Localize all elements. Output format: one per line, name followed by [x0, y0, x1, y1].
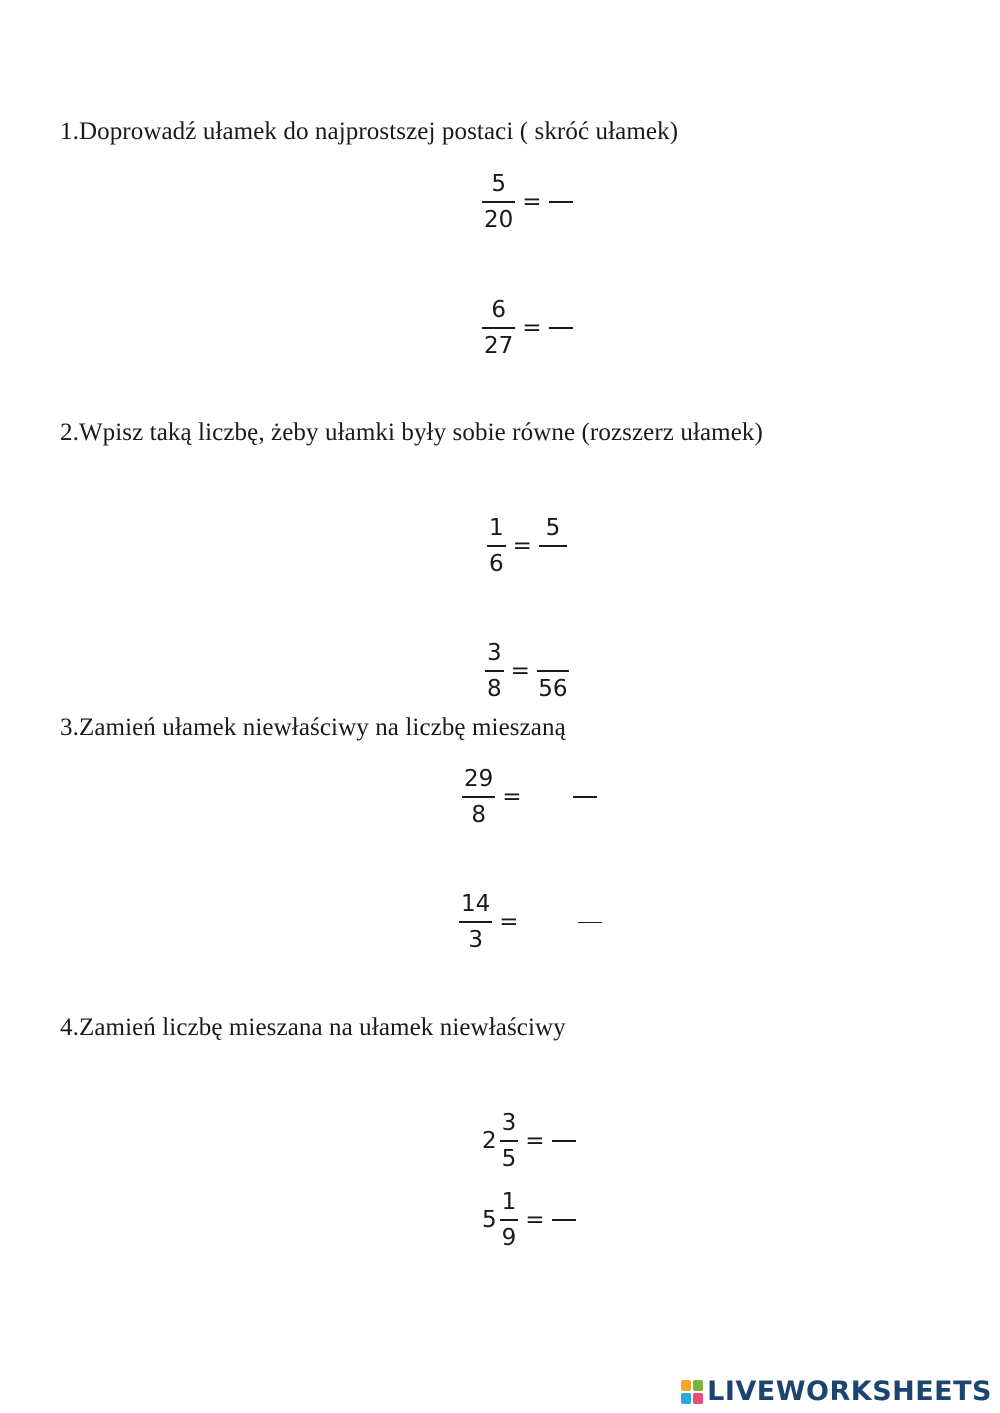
answer-blank[interactable]	[549, 327, 573, 329]
denominator: 8	[471, 802, 486, 828]
denominator: 9	[501, 1225, 517, 1251]
exercise-1a	[482, 167, 573, 237]
fraction	[500, 1185, 519, 1255]
exercise-4a	[482, 1106, 576, 1176]
numerator: 3	[501, 1110, 517, 1136]
logo-text: LIVEWORKSHEETS	[707, 1376, 992, 1407]
numerator: 14	[461, 891, 491, 917]
whole-number: 5	[482, 1207, 497, 1233]
logo-square	[693, 1380, 703, 1391]
fraction	[482, 293, 515, 363]
answer-blank[interactable]	[552, 1140, 576, 1142]
answer-blank[interactable]	[552, 1219, 576, 1221]
fraction	[485, 636, 504, 706]
denominator: 27	[484, 333, 514, 359]
numerator: 5	[491, 171, 506, 197]
equals-sign: =	[512, 533, 532, 559]
numerator: 3	[487, 640, 502, 666]
denominator: 8	[487, 676, 502, 702]
denominator: 3	[468, 927, 483, 953]
equals-sign: =	[502, 784, 522, 810]
answer-denominator-input[interactable]	[537, 547, 569, 581]
answer-blank[interactable]	[573, 796, 597, 798]
denominator: 5	[501, 1146, 517, 1172]
fraction	[459, 887, 492, 957]
numerator: 29	[464, 766, 494, 792]
answer-fraction	[539, 511, 567, 581]
logo-square	[681, 1393, 691, 1404]
exercise-2a	[487, 511, 567, 581]
equals-sign: =	[499, 909, 519, 935]
section-4-heading: 4.Zamień liczbę mieszana na ułamek niewłaściwy	[60, 1014, 566, 1041]
exercise-4b	[482, 1185, 576, 1255]
numerator: 1	[501, 1189, 517, 1215]
section-2-heading: 2.Wpisz taką liczbę, żeby ułamki były sobie równe (rozszerz ułamek)	[60, 419, 763, 446]
logo-square	[681, 1380, 691, 1391]
numerator: 1	[489, 515, 504, 541]
exercise-2b	[485, 636, 569, 706]
denominator: 6	[489, 551, 504, 577]
fraction	[487, 511, 506, 581]
numerator: 6	[491, 297, 506, 323]
section-1-heading: 1.Doprowadź ułamek do najprostszej postaci ( skróć ułamek)	[60, 118, 679, 145]
exercise-3a	[462, 762, 597, 832]
answer-numerator-input[interactable]	[535, 636, 571, 670]
fraction	[462, 762, 495, 832]
denominator: 20	[484, 207, 514, 233]
liveworksheets-logo-icon	[681, 1380, 703, 1404]
exercise-1b	[482, 293, 573, 363]
equals-sign: =	[525, 1128, 545, 1154]
answer-denominator: 56	[538, 676, 568, 702]
fraction	[482, 167, 515, 237]
equals-sign: =	[525, 1207, 545, 1233]
answer-blank[interactable]	[549, 201, 573, 203]
fraction	[500, 1106, 519, 1176]
liveworksheets-logo	[681, 1376, 992, 1407]
equals-sign: =	[510, 658, 530, 684]
equals-sign: =	[522, 315, 542, 341]
answer-fraction	[537, 636, 569, 706]
exercise-3b	[459, 887, 602, 957]
answer-blank[interactable]	[578, 922, 602, 923]
answer-numerator: 5	[545, 515, 561, 541]
section-3-heading: 3.Zamień ułamek niewłaściwy na liczbę mieszaną	[60, 714, 566, 741]
whole-number: 2	[482, 1128, 497, 1154]
logo-square	[693, 1393, 703, 1404]
equals-sign: =	[522, 189, 542, 215]
